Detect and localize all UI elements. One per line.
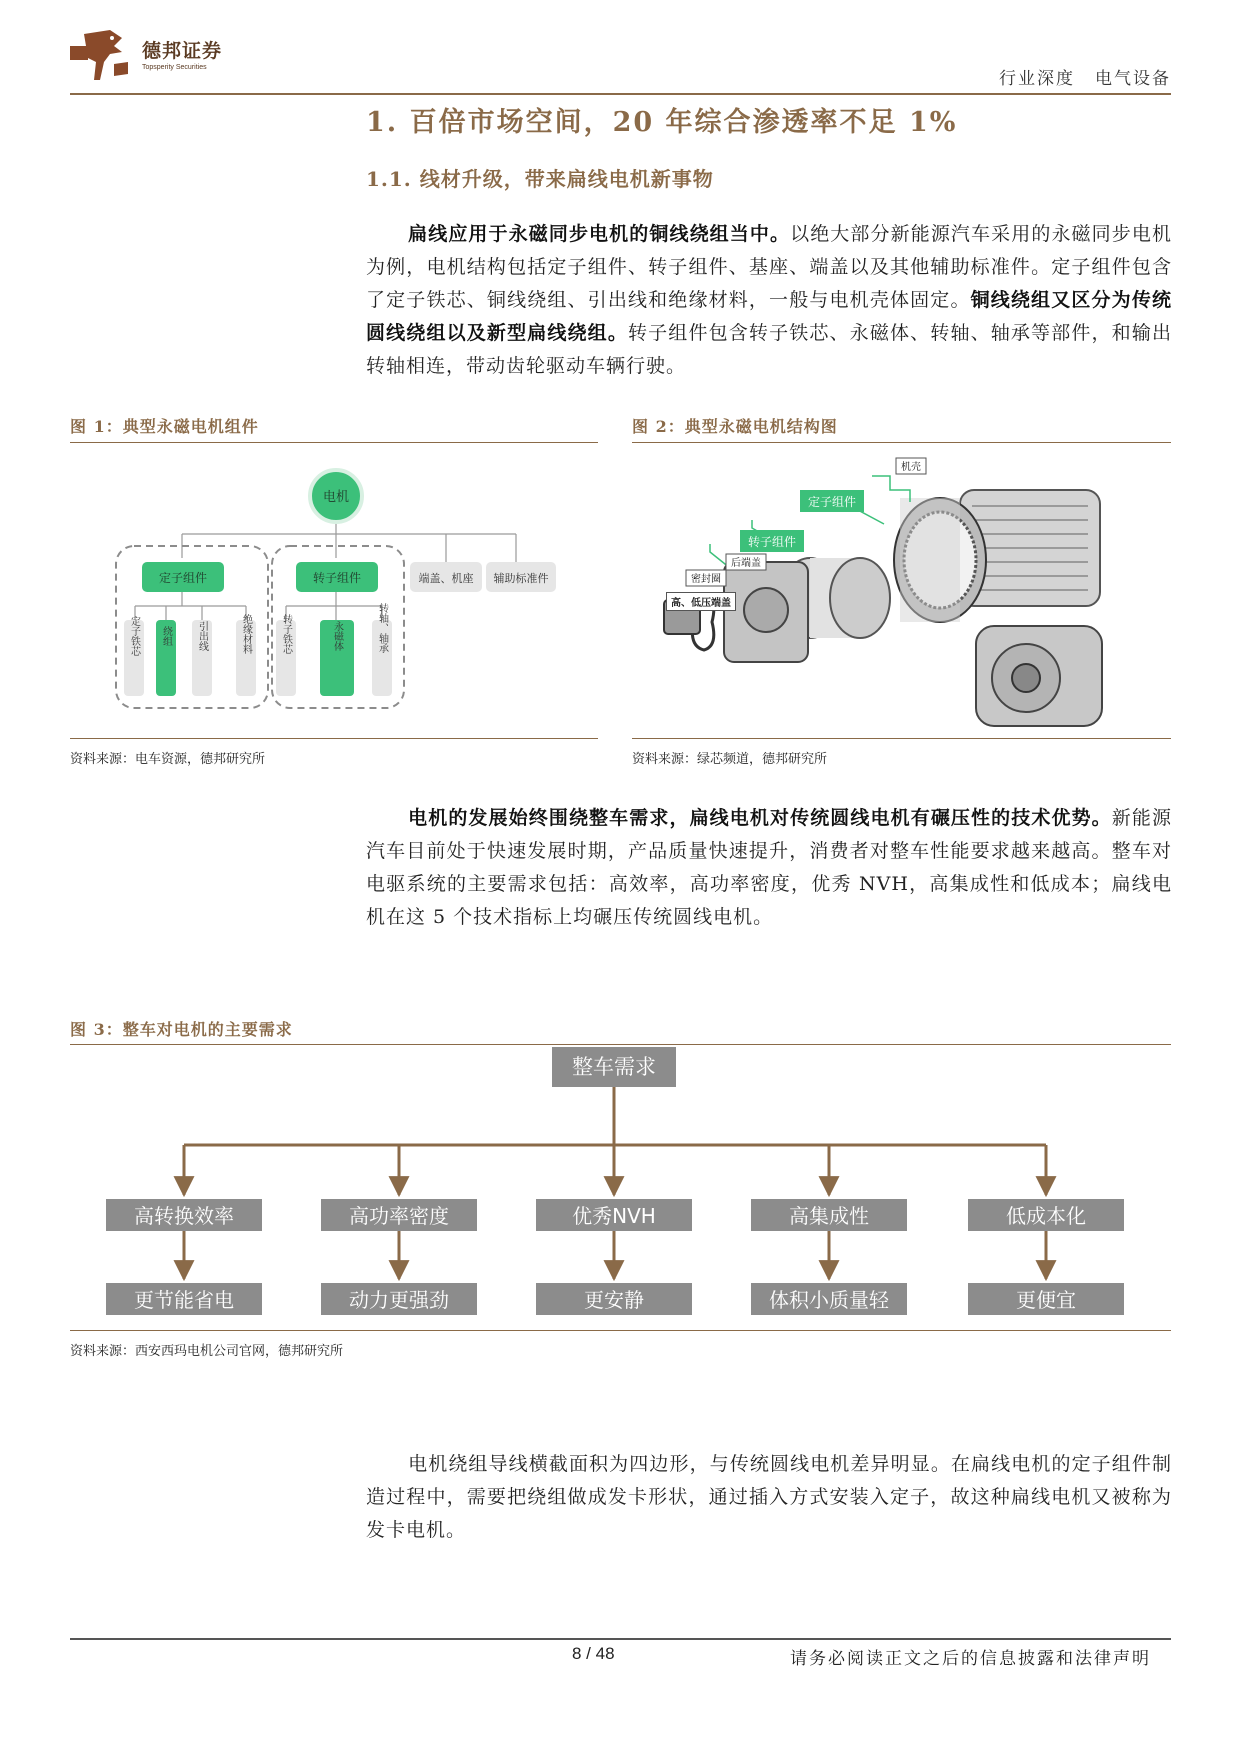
report-category: 行业深度 [999,69,1075,89]
figure-2-bottom-rule [632,738,1171,739]
fig3-result-2: 动力更强劲 [349,1288,449,1312]
figure-1-bottom-rule [70,738,598,739]
figure-1-top-rule [70,442,598,443]
para2-text: 新能源汽车目前处于快速发展时期，产品质量快速提升，消费者对整车性能要求越来越高。整车对电驱系统的主要需求包括：高效率，高功率密度，优秀 NVH，高集成性和低成本；扁线电机在这 5 个技术指标上均碾压传统圆线电机。 [366,807,1172,928]
fig1-stator-part-1: 定子铁芯 [128,616,140,656]
header-tags [999,64,1171,89]
figure-2-source: 资料来源：绿芯频道，德邦研究所 [632,752,828,767]
footer-disclaimer: 请务必阅读正文之后的信息披露和法律声明 [790,1649,1151,1669]
fig1-aux-label: 辅助标准件 [493,572,549,585]
fig1-stator-part-4: 绝缘材料 [240,614,252,654]
para3-text: 电机绕组导线横截面积为四边形，与传统圆线电机差异明显。在扁线电机的定子组件制造过程中，需要把绕组做成发卡形状，通过插入方式安装入定子，故这种扁线电机又被称为发卡电机。 [366,1453,1172,1541]
company-name [142,36,222,71]
company-logo [70,28,130,82]
section-heading: 1. 百倍市场空间，20 年综合渗透率不足 1% [366,107,958,138]
fig1-stator-part-3: 引出线 [196,621,208,651]
fig3-result-5: 更便宜 [1016,1288,1076,1312]
para2-bold: 电机的发展始终围绕整车需求，扁线电机对传统圆线电机有碾压性的技术优势。 [408,807,1112,829]
fig3-result-4: 体积小质量轻 [769,1288,889,1312]
page-number: 8 / 48 [572,1644,615,1663]
figure-2-title: 图 2：典型永磁电机结构图 [632,417,838,436]
fig3-result-3: 更安静 [584,1288,644,1312]
assembled-motor-illustration [976,626,1102,726]
fig3-need-2: 高功率密度 [349,1204,449,1228]
fig3-need-5: 低成本化 [1006,1204,1086,1228]
para1-bold-1: 扁线应用于永磁同步电机的铜线绕组当中。 [408,223,791,245]
paragraph-1 [366,218,1172,383]
company-name-cn: 德邦证券 [142,40,223,62]
figure-3-title: 图 3：整车对电机的主要需求 [70,1020,293,1039]
fig3-need-1: 高转换效率 [134,1204,234,1228]
figure-2-motor-illustration [660,450,1130,732]
para1-bold-2: 铜线绕组又区分为传统圆线绕组以及新型扁线绕组。 [366,289,1172,344]
fig2-label-housing: 机壳 [901,462,921,473]
figure-1-source: 资料来源：电车资源，德邦研究所 [70,752,266,767]
fig1-rotor-part-2: 永磁体 [331,621,343,651]
footer-divider [70,1638,1171,1640]
fig3-need-3: 优秀NVH [572,1204,656,1228]
rear-cover-illustration [724,562,808,662]
figure-3-diagram [70,1045,1171,1330]
fig2-label-terminal-cover: 高、低压端盖 [666,592,736,611]
company-name-en: Topsperity Securities [142,64,207,71]
fig1-rotor-part-3: 转轴、轴承 [376,603,388,653]
para1-text-1: 以绝大部分新能源汽车采用的永磁同步电机为例，电机结构包括定子组件、转子组件、基座、端盖以及其他辅助标准件。定子组件包含了定子铁芯、铜线绕组、引出线和绝缘材料，一般与电机壳体固定。 [366,223,1172,311]
para1-text-2: 转子组件包含转子铁芯、永磁体、转轴、轴承等部件，和输出转轴相连，带动齿轮驱动车辆行驶。 [366,322,1172,377]
fig1-root-label: 电机 [322,490,350,505]
fig2-label-stator: 定子组件 [807,495,857,509]
fig3-result-1: 更节能省电 [134,1288,234,1312]
figure-2-top-rule [632,442,1171,443]
figure-3-source: 资料来源：西安西玛电机公司官网，德邦研究所 [70,1344,344,1359]
subsection-heading: 1.1. 线材升级，带来扁线电机新事物 [366,167,714,191]
header-divider [70,93,1171,95]
fig3-root-label: 整车需求 [572,1055,656,1079]
paragraph-2 [366,802,1172,934]
fig1-stator-part-2: 绕组 [160,626,172,646]
figure-3-bottom-rule [70,1330,1171,1331]
fig3-need-4: 高集成性 [789,1204,869,1228]
stator-illustration [894,498,986,622]
figure-1-title: 图 1：典型永磁电机组件 [70,417,259,436]
figure-1-diagram [110,458,570,716]
fig1-stator-label: 定子组件 [158,571,208,585]
fig2-label-seal: 密封圈 [691,574,721,585]
paragraph-3 [366,1448,1172,1547]
fig1-rotor-label: 转子组件 [312,571,362,585]
fig1-rotor-part-1: 转子铁芯 [280,614,292,654]
fig2-label-rear-cover: 后端盖 [731,558,761,569]
fig1-base-label: 端盖、机座 [418,572,474,585]
report-sector: 电气设备 [1095,69,1171,89]
fig2-label-rotor: 转子组件 [747,535,797,549]
